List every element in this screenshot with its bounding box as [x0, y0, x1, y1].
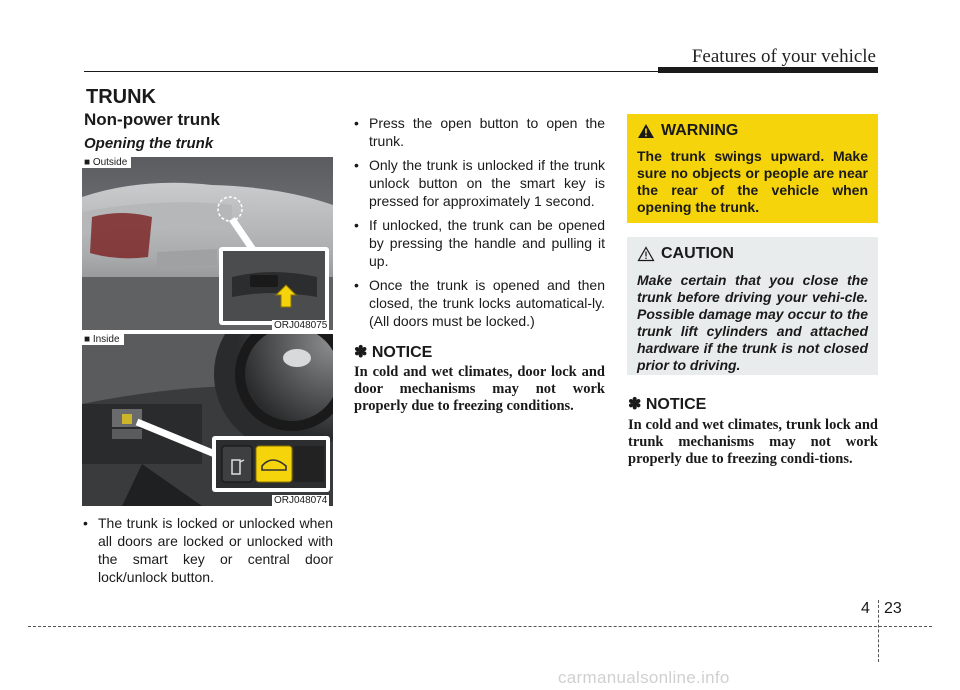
photo-inside — [82, 334, 333, 506]
notice-heading-middle: ✽ NOTICE — [354, 344, 433, 361]
middle-bullet-list — [353, 114, 605, 336]
subsection-subtitle: Opening the trunk — [84, 135, 214, 152]
caution-text: Make certain that you close the trunk before driving your vehi-cle. Possible damage may occur to the trunk lift cylinders and attached hardware if the trunk is not closed prior to driving. — [637, 272, 868, 373]
chapter-number: 4 — [861, 600, 870, 617]
caution-triangle-icon — [637, 246, 655, 262]
section-title: TRUNK — [86, 86, 156, 108]
photo-outside — [82, 157, 333, 330]
subsection-title: Non-power trunk — [84, 110, 220, 129]
notice-heading-right: ✽ NOTICE — [628, 396, 707, 413]
warning-heading: WARNING — [637, 122, 868, 140]
list-item: • Only the trunk is unlocked if the trunk unlock button on the smart key is pressed for approximately 1 second. — [354, 157, 605, 209]
warning-text: The trunk swings upward. Make sure no objects or people are near the rear of the vehicle when opening the trunk. — [637, 148, 868, 215]
warning-box — [627, 114, 878, 223]
notice-text-middle: In cold and wet climates, door lock and door mechanisms may not work properly due to freezing conditions. — [354, 364, 605, 414]
footer-divider — [878, 600, 879, 662]
notice-text-right: In cold and wet climates, trunk lock and trunk mechanisms may not work properly due to freezing condi-tions. — [628, 417, 878, 467]
photo-outside-tag: ■ Outside — [82, 157, 131, 168]
footer-rule — [28, 626, 932, 627]
caution-box — [627, 237, 878, 375]
header-thick-rule — [658, 67, 878, 73]
caution-heading: CAUTION — [637, 245, 868, 263]
list-item: • Once the trunk is opened and then closed, the trunk locks automatical-ly. (All doors must be locked.) — [354, 277, 605, 329]
list-item: • The trunk is locked or unlocked when all doors are locked or unlocked with the smart key or central door lock/unlock button. — [83, 515, 333, 585]
trunk-exterior-illustration — [82, 157, 333, 330]
watermark: carmanualsonline.info — [558, 668, 730, 687]
list-item: • If unlocked, the trunk can be opened by pressing the handle and pulling it up. — [354, 217, 605, 269]
notice-star-icon: ✽ — [354, 344, 372, 361]
notice-star-icon: ✽ — [628, 396, 646, 413]
left-bullet-list — [82, 514, 333, 592]
photo-inside-tag: ■ Inside — [82, 334, 124, 345]
header-rule — [84, 71, 878, 72]
page-number: 23 — [884, 600, 902, 617]
dashboard-interior-illustration — [82, 334, 333, 506]
running-header: Features of your vehicle — [691, 46, 876, 67]
warning-triangle-icon — [637, 123, 655, 139]
list-item: • Press the open button to open the trunk. — [354, 115, 605, 149]
photo-inside-code: ORJ048074 — [274, 495, 328, 506]
photo-outside-code: ORJ048075 — [274, 320, 328, 331]
